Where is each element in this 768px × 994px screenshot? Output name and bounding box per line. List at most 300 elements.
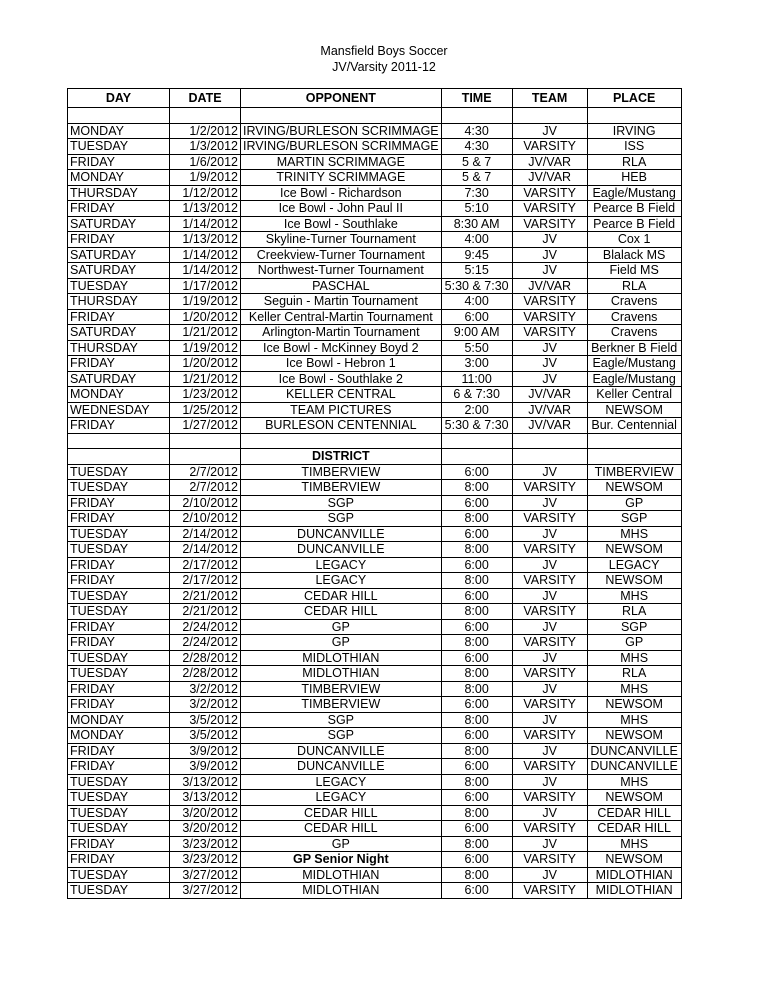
date-cell: 1/21/2012 [170,325,241,341]
opponent-cell: TEAM PICTURES [241,402,442,418]
blank-cell [68,108,170,124]
table-row [68,557,682,573]
day-cell: FRIDAY [68,635,170,651]
place-cell: MIDLOTHIAN [587,867,681,883]
place-cell: RLA [587,278,681,294]
day-cell: TUESDAY [68,821,170,837]
team-cell: JV [512,712,587,728]
date-cell: 1/27/2012 [170,418,241,434]
date-cell: 3/23/2012 [170,836,241,852]
spacer-row [68,108,682,124]
date-cell: 1/12/2012 [170,185,241,201]
day-cell: TUESDAY [68,139,170,155]
team-cell: JV [512,340,587,356]
date-cell: 2/21/2012 [170,588,241,604]
day-cell: TUESDAY [68,588,170,604]
table-row [68,294,682,310]
team-cell: JV/VAR [512,154,587,170]
day-cell: TUESDAY [68,774,170,790]
time-cell: 6:00 [441,883,512,899]
blank-cell [512,449,587,465]
time-cell: 6:00 [441,619,512,635]
day-cell: MONDAY [68,123,170,139]
team-cell: VARSITY [512,294,587,310]
table-row [68,247,682,263]
day-cell: MONDAY [68,728,170,744]
opponent-cell: TIMBERVIEW [241,697,442,713]
date-cell: 3/5/2012 [170,712,241,728]
day-cell: FRIDAY [68,557,170,573]
opponent-cell: Creekview-Turner Tournament [241,247,442,263]
time-cell: 6:00 [441,495,512,511]
day-cell: FRIDAY [68,495,170,511]
table-row [68,495,682,511]
column-header-day: DAY [68,89,170,108]
team-cell: JV/VAR [512,402,587,418]
opponent-cell: MIDLOTHIAN [241,666,442,682]
date-cell: 1/21/2012 [170,371,241,387]
date-cell: 1/19/2012 [170,340,241,356]
team-cell: VARSITY [512,309,587,325]
day-cell: FRIDAY [68,418,170,434]
team-cell: VARSITY [512,635,587,651]
table-row [68,185,682,201]
opponent-cell: LEGACY [241,774,442,790]
opponent-cell: SGP [241,511,442,527]
day-cell: SATURDAY [68,216,170,232]
time-cell: 5:30 & 7:30 [441,278,512,294]
date-cell: 3/9/2012 [170,743,241,759]
day-cell: TUESDAY [68,666,170,682]
place-cell: MHS [587,681,681,697]
blank-cell [170,433,241,449]
team-cell: JV [512,805,587,821]
day-cell: TUESDAY [68,480,170,496]
team-cell: JV [512,650,587,666]
opponent-cell: MIDLOTHIAN [241,883,442,899]
table-row [68,743,682,759]
time-cell: 8:00 [441,480,512,496]
blank-cell [68,433,170,449]
opponent-cell: MIDLOTHIAN [241,650,442,666]
place-cell: NEWSOM [587,480,681,496]
blank-cell [587,108,681,124]
team-cell: VARSITY [512,728,587,744]
column-header-date: DATE [170,89,241,108]
place-cell: Cravens [587,294,681,310]
place-cell: MIDLOTHIAN [587,883,681,899]
opponent-cell: KELLER CENTRAL [241,387,442,403]
date-cell: 2/17/2012 [170,573,241,589]
date-cell: 2/24/2012 [170,619,241,635]
date-cell: 3/13/2012 [170,790,241,806]
opponent-cell: PASCHAL [241,278,442,294]
blank-cell [170,449,241,465]
place-cell: Pearce B Field [587,216,681,232]
team-cell: JV/VAR [512,170,587,186]
date-cell: 3/2/2012 [170,697,241,713]
day-cell: TUESDAY [68,650,170,666]
time-cell: 9:00 AM [441,325,512,341]
date-cell: 1/6/2012 [170,154,241,170]
place-cell: RLA [587,604,681,620]
opponent-cell: DUNCANVILLE [241,526,442,542]
table-row [68,526,682,542]
team-cell: VARSITY [512,201,587,217]
day-cell: TUESDAY [68,604,170,620]
date-cell: 2/28/2012 [170,650,241,666]
place-cell: Pearce B Field [587,201,681,217]
table-row [68,480,682,496]
table-row [68,325,682,341]
opponent-cell: CEDAR HILL [241,604,442,620]
date-cell: 1/20/2012 [170,309,241,325]
place-cell: ISS [587,139,681,155]
date-cell: 1/13/2012 [170,201,241,217]
place-cell: NEWSOM [587,728,681,744]
team-cell: JV [512,836,587,852]
team-cell: JV [512,232,587,248]
table-row [68,774,682,790]
day-cell: SATURDAY [68,325,170,341]
opponent-cell: GP [241,635,442,651]
opponent-cell: CEDAR HILL [241,805,442,821]
place-cell: RLA [587,666,681,682]
place-cell: MHS [587,526,681,542]
table-row [68,232,682,248]
day-cell: TUESDAY [68,542,170,558]
team-cell: VARSITY [512,185,587,201]
blank-cell [587,433,681,449]
schedule-table [67,88,682,899]
opponent-cell: Arlington-Martin Tournament [241,325,442,341]
date-cell: 3/20/2012 [170,805,241,821]
date-cell: 3/5/2012 [170,728,241,744]
table-row [68,263,682,279]
date-cell: 1/23/2012 [170,387,241,403]
team-cell: VARSITY [512,216,587,232]
table-row [68,712,682,728]
team-cell: VARSITY [512,573,587,589]
opponent-cell: IRVING/BURLESON SCRIMMAGE [241,123,442,139]
team-cell: JV/VAR [512,278,587,294]
team-cell: VARSITY [512,821,587,837]
date-cell: 2/14/2012 [170,542,241,558]
date-cell: 3/20/2012 [170,821,241,837]
time-cell: 6:00 [441,526,512,542]
place-cell: Bur. Centennial [587,418,681,434]
team-cell: VARSITY [512,325,587,341]
time-cell: 6:00 [441,464,512,480]
team-cell: JV [512,464,587,480]
header-row [68,89,682,108]
time-cell: 8:00 [441,635,512,651]
day-cell: FRIDAY [68,232,170,248]
blank-cell [512,108,587,124]
time-cell: 6:00 [441,852,512,868]
day-cell: TUESDAY [68,867,170,883]
team-cell: JV/VAR [512,387,587,403]
team-cell: JV [512,681,587,697]
time-cell: 2:00 [441,402,512,418]
date-cell: 2/28/2012 [170,666,241,682]
table-row [68,371,682,387]
place-cell: Blalack MS [587,247,681,263]
time-cell: 5:50 [441,340,512,356]
opponent-cell: IRVING/BURLESON SCRIMMAGE [241,139,442,155]
team-cell: VARSITY [512,759,587,775]
time-cell: 8:00 [441,511,512,527]
date-cell: 1/19/2012 [170,294,241,310]
team-cell: VARSITY [512,852,587,868]
opponent-cell: DUNCANVILLE [241,542,442,558]
place-cell: MHS [587,650,681,666]
day-cell: SATURDAY [68,371,170,387]
team-cell: JV [512,557,587,573]
place-cell: SGP [587,511,681,527]
opponent-cell: BURLESON CENTENNIAL [241,418,442,434]
opponent-cell: GP [241,836,442,852]
time-cell: 5 & 7 [441,170,512,186]
date-cell: 2/17/2012 [170,557,241,573]
team-cell: VARSITY [512,666,587,682]
day-cell: TUESDAY [68,805,170,821]
opponent-cell: Northwest-Turner Tournament [241,263,442,279]
day-cell: THURSDAY [68,294,170,310]
document-title: Mansfield Boys Soccer [320,44,448,58]
time-cell: 8:00 [441,542,512,558]
day-cell: SATURDAY [68,263,170,279]
time-cell: 8:30 AM [441,216,512,232]
place-cell: Berkner B Field [587,340,681,356]
day-cell: FRIDAY [68,154,170,170]
table-row [68,805,682,821]
day-cell: FRIDAY [68,201,170,217]
table-row [68,139,682,155]
opponent-cell: DUNCANVILLE [241,759,442,775]
team-cell: JV [512,263,587,279]
blank-cell [587,449,681,465]
table-row [68,681,682,697]
date-cell: 2/10/2012 [170,495,241,511]
place-cell: DUNCANVILLE [587,759,681,775]
day-cell: TUESDAY [68,464,170,480]
column-header-place: PLACE [587,89,681,108]
opponent-cell: SGP [241,495,442,511]
table-row [68,588,682,604]
place-cell: MHS [587,774,681,790]
opponent-cell: Ice Bowl - Richardson [241,185,442,201]
date-cell: 2/7/2012 [170,480,241,496]
place-cell: SGP [587,619,681,635]
table-row [68,402,682,418]
time-cell: 8:00 [441,712,512,728]
blank-cell [241,433,442,449]
table-row [68,836,682,852]
opponent-cell: TRINITY SCRIMMAGE [241,170,442,186]
time-cell: 4:30 [441,139,512,155]
table-row [68,867,682,883]
team-cell: JV [512,743,587,759]
date-cell: 1/2/2012 [170,123,241,139]
day-cell: SATURDAY [68,247,170,263]
opponent-cell: TIMBERVIEW [241,681,442,697]
date-cell: 3/23/2012 [170,852,241,868]
table-row [68,418,682,434]
place-cell: GP [587,495,681,511]
table-row [68,387,682,403]
date-cell: 1/14/2012 [170,247,241,263]
table-row [68,790,682,806]
team-cell: JV [512,588,587,604]
day-cell: FRIDAY [68,309,170,325]
team-cell: VARSITY [512,480,587,496]
date-cell: 1/9/2012 [170,170,241,186]
day-cell: FRIDAY [68,681,170,697]
time-cell: 11:00 [441,371,512,387]
time-cell: 8:00 [441,836,512,852]
blank-cell [68,449,170,465]
place-cell: NEWSOM [587,402,681,418]
team-cell: JV [512,495,587,511]
place-cell: NEWSOM [587,573,681,589]
table-row [68,464,682,480]
team-cell: VARSITY [512,790,587,806]
opponent-cell: Skyline-Turner Tournament [241,232,442,248]
team-cell: VARSITY [512,511,587,527]
team-cell: JV [512,371,587,387]
schedule-body [68,108,682,899]
table-row [68,542,682,558]
time-cell: 8:00 [441,805,512,821]
date-cell: 2/21/2012 [170,604,241,620]
time-cell: 6:00 [441,790,512,806]
team-cell: VARSITY [512,139,587,155]
time-cell: 6:00 [441,728,512,744]
place-cell: RLA [587,154,681,170]
district-label: DISTRICT [241,449,442,465]
opponent-cell: TIMBERVIEW [241,480,442,496]
place-cell: CEDAR HILL [587,821,681,837]
day-cell: FRIDAY [68,511,170,527]
team-cell: JV [512,356,587,372]
opponent-cell: DUNCANVILLE [241,743,442,759]
day-cell: MONDAY [68,387,170,403]
table-row [68,154,682,170]
team-cell: JV [512,526,587,542]
opponent-cell: Seguin - Martin Tournament [241,294,442,310]
date-cell: 2/24/2012 [170,635,241,651]
table-row [68,356,682,372]
place-cell: NEWSOM [587,852,681,868]
place-cell: TIMBERVIEW [587,464,681,480]
opponent-cell: CEDAR HILL [241,821,442,837]
day-cell: WEDNESDAY [68,402,170,418]
place-cell: Eagle/Mustang [587,356,681,372]
time-cell: 8:00 [441,867,512,883]
table-row [68,650,682,666]
team-cell: VARSITY [512,542,587,558]
opponent-cell: SGP [241,728,442,744]
time-cell: 5 & 7 [441,154,512,170]
time-cell: 5:30 & 7:30 [441,418,512,434]
day-cell: MONDAY [68,712,170,728]
place-cell: CEDAR HILL [587,805,681,821]
table-row [68,697,682,713]
time-cell: 4:30 [441,123,512,139]
place-cell: HEB [587,170,681,186]
place-cell: DUNCANVILLE [587,743,681,759]
opponent-cell: Ice Bowl - John Paul II [241,201,442,217]
table-row [68,278,682,294]
time-cell: 8:00 [441,573,512,589]
table-row [68,216,682,232]
table-row [68,604,682,620]
place-cell: Eagle/Mustang [587,185,681,201]
blank-cell [170,108,241,124]
date-cell: 1/25/2012 [170,402,241,418]
day-cell: TUESDAY [68,278,170,294]
time-cell: 8:00 [441,604,512,620]
column-header-time: TIME [441,89,512,108]
table-row [68,573,682,589]
table-row [68,309,682,325]
place-cell: LEGACY [587,557,681,573]
day-cell: FRIDAY [68,836,170,852]
district-section-row [68,449,682,465]
opponent-cell: Ice Bowl - McKinney Boyd 2 [241,340,442,356]
time-cell: 6:00 [441,309,512,325]
time-cell: 6:00 [441,759,512,775]
team-cell: JV/VAR [512,418,587,434]
date-cell: 1/14/2012 [170,216,241,232]
table-row [68,123,682,139]
date-cell: 1/17/2012 [170,278,241,294]
time-cell: 6:00 [441,697,512,713]
opponent-cell: LEGACY [241,573,442,589]
blank-cell [441,108,512,124]
opponent-cell: CEDAR HILL [241,588,442,604]
day-cell: FRIDAY [68,852,170,868]
place-cell: NEWSOM [587,790,681,806]
day-cell: TUESDAY [68,790,170,806]
table-row [68,852,682,868]
column-header-opponent: OPPONENT [241,89,442,108]
time-cell: 6:00 [441,588,512,604]
table-row [68,340,682,356]
time-cell: 9:45 [441,247,512,263]
time-cell: 3:00 [441,356,512,372]
place-cell: MHS [587,588,681,604]
team-cell: JV [512,867,587,883]
day-cell: THURSDAY [68,340,170,356]
place-cell: IRVING [587,123,681,139]
table-row [68,728,682,744]
place-cell: NEWSOM [587,697,681,713]
team-cell: JV [512,774,587,790]
time-cell: 6:00 [441,557,512,573]
opponent-cell: SGP [241,712,442,728]
day-cell: FRIDAY [68,759,170,775]
table-row [68,666,682,682]
date-cell: 3/2/2012 [170,681,241,697]
document-subtitle: JV/Varsity 2011-12 [332,60,436,74]
team-cell: JV [512,247,587,263]
blank-cell [441,433,512,449]
table-row [68,201,682,217]
blank-cell [512,433,587,449]
opponent-cell: Ice Bowl - Southlake [241,216,442,232]
